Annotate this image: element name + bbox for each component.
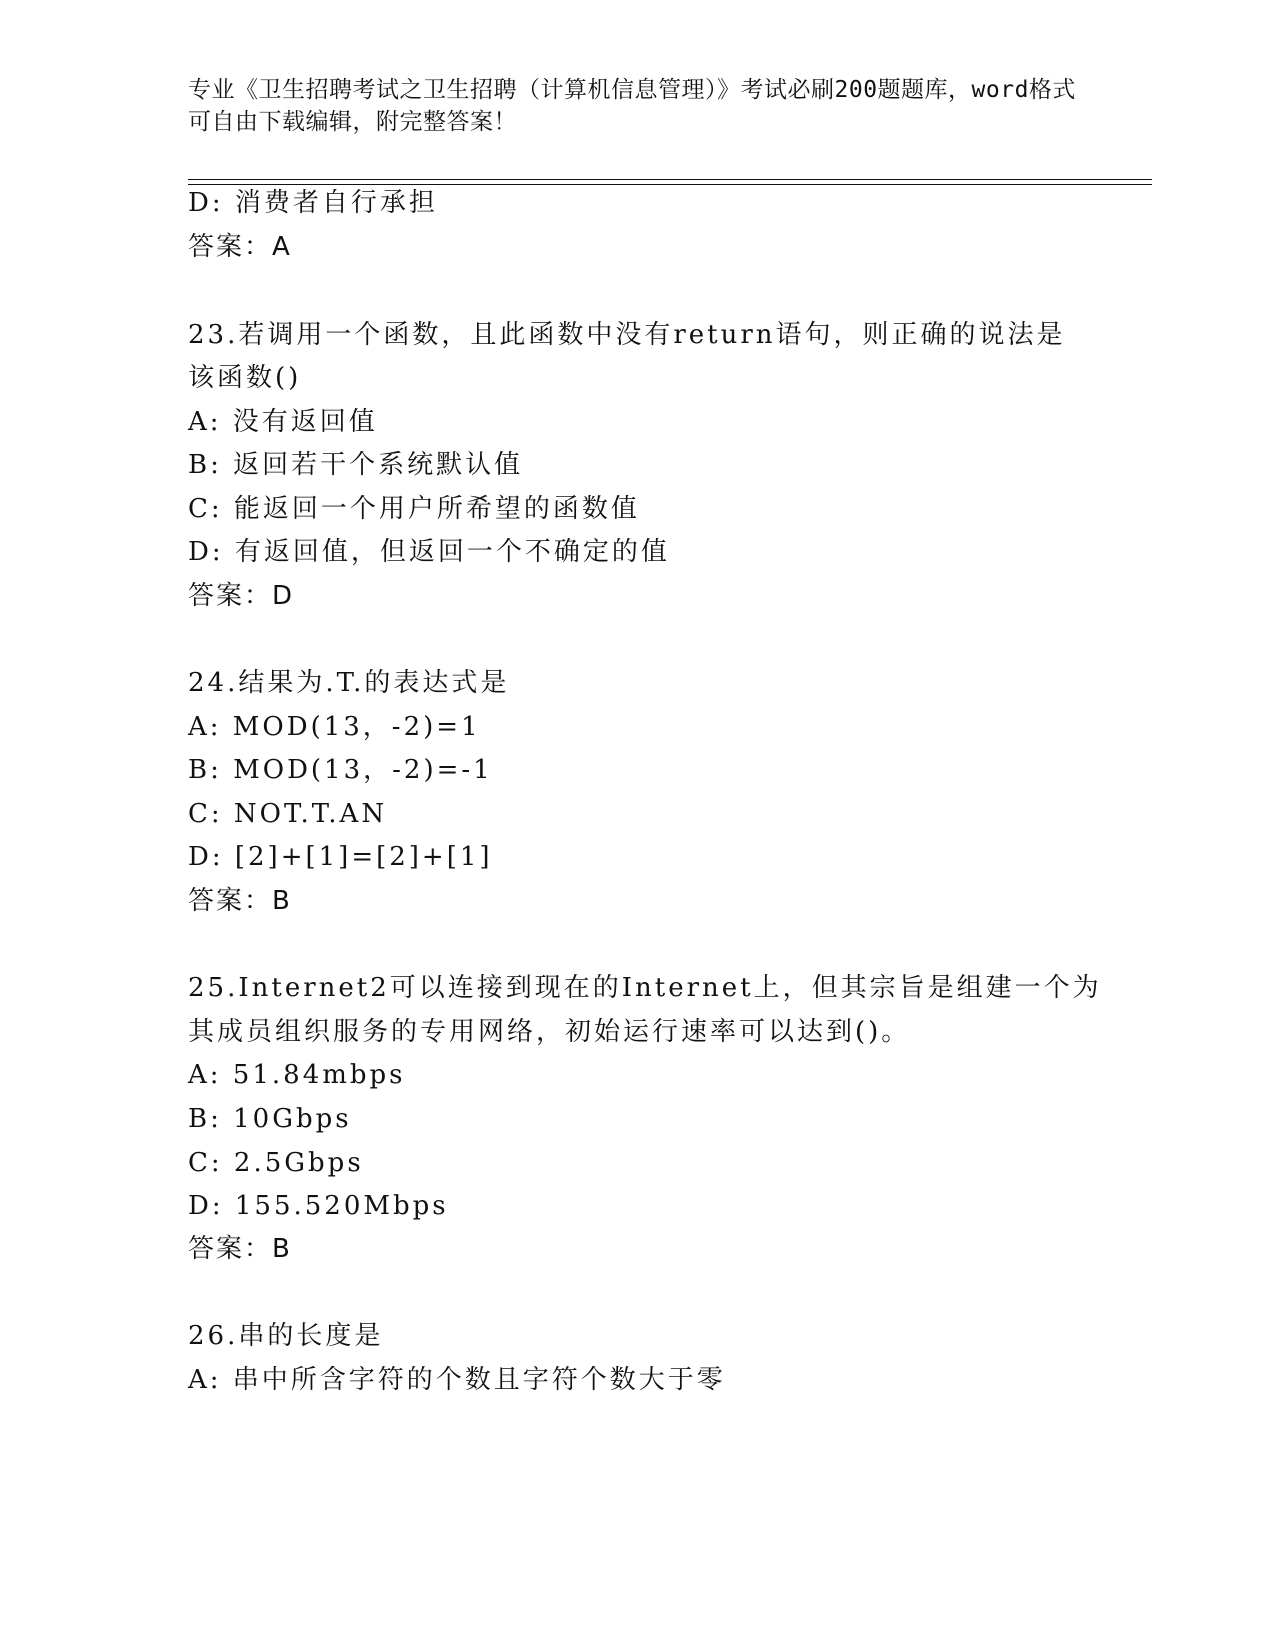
- header-divider-top: [188, 179, 1152, 180]
- q24-stem-line1: 24.结果为.T.的表达式是: [188, 668, 510, 698]
- q25-option-c: C: 2.5Gbps: [188, 1148, 364, 1178]
- q23-stem-line1: 23.若调用一个函数，且此函数中没有return语句，则正确的说法是: [188, 320, 1066, 350]
- q23-option-a: A: 没有返回值: [188, 407, 378, 437]
- q25-stem-line1: 25.Internet2可以连接到现在的Internet上，但其宗旨是组建一个为: [188, 973, 1102, 1003]
- header-divider-bottom: [188, 184, 1152, 185]
- prev-answer: 答案：A: [188, 232, 292, 262]
- q24-option-d: D: [2]+[1]=[2]+[1]: [188, 842, 493, 872]
- q25-option-d: D: 155.520Mbps: [188, 1191, 449, 1221]
- q23-stem-line2: 该函数(): [188, 363, 302, 393]
- q24-option-b: B: MOD(13，-2)=-1: [188, 755, 493, 785]
- q25-option-a: A: 51.84mbps: [188, 1060, 406, 1090]
- q25-answer: 答案：B: [188, 1234, 292, 1264]
- q24-answer: 答案：B: [188, 886, 292, 916]
- q23-option-d: D: 有返回值，但返回一个不确定的值: [188, 537, 670, 567]
- q26-option-a: A: 串中所含字符的个数且字符个数大于零: [188, 1365, 726, 1395]
- q26-stem-line1: 26.串的长度是: [188, 1321, 384, 1351]
- q23-option-b: B: 返回若干个系统默认值: [188, 450, 524, 480]
- q25-option-b: B: 10Gbps: [188, 1104, 352, 1134]
- q24-option-a: A: MOD(13，-2)=1: [188, 712, 481, 742]
- prev-option-d: D: 消费者自行承担: [188, 188, 438, 218]
- document-title: 专业《卫生招聘考试之卫生招聘（计算机信息管理）》考试必刷200题题库，word格式可自由下载编辑，附完整答案！: [188, 77, 1076, 135]
- q23-option-c: C: 能返回一个用户所希望的函数值: [188, 494, 640, 524]
- q25-stem-line2: 其成员组织服务的专用网络，初始运行速率可以达到()。: [188, 1017, 911, 1047]
- q23-answer: 答案：D: [188, 581, 295, 611]
- q24-option-c: C: NOT.T.AN: [188, 799, 388, 829]
